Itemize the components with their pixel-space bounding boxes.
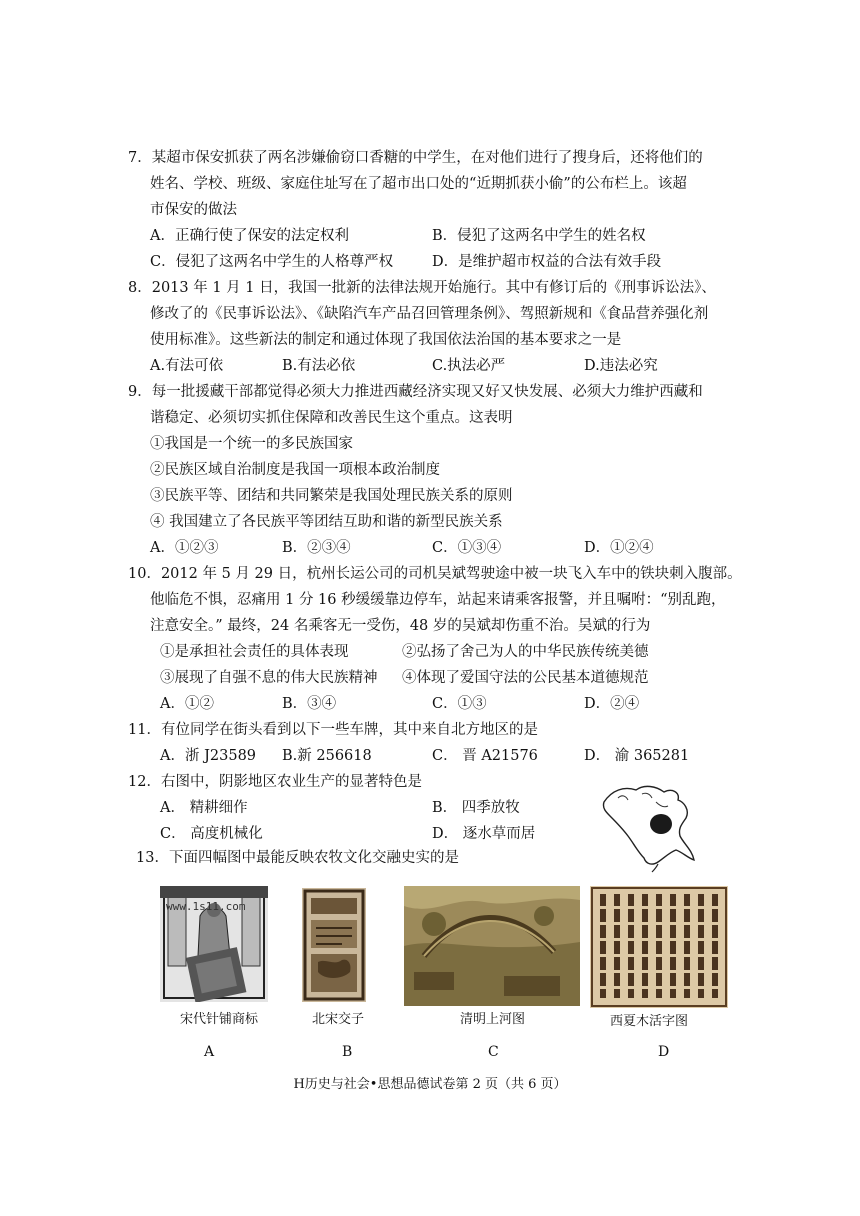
song-needle-shop-trademark-image [160, 886, 268, 1002]
q7-option-b: B．侵犯了这两名中学生的姓名权 [432, 228, 646, 244]
northern-song-jiaozi-image [302, 888, 366, 1002]
q10-line-3: 注意安全。” 最终，24 名乘客无一受伤，48 岁的吴斌却伤重不治。吴斌的行为 [150, 618, 651, 634]
q8-line-3: 使用标准》。这些新法的制定和通过体现了我国依法治国的基本要求之一是 [150, 332, 622, 348]
q10-line-2: 他临危不惧，忍痛用 1 分 16 秒缓缓靠边停车，站起来请乘客报警，并且嘱咐：“别乱跑， [150, 592, 726, 608]
q8-line-1: 8．2013 年 1 月 1 日，我国一批新的法律法规开始施行。其中有修订后的《刑事诉讼法》、 [128, 280, 716, 296]
q7-line-3: 市保安的做法 [150, 202, 237, 218]
qingming-scroll-image [404, 886, 580, 1006]
shaded-region [650, 814, 672, 834]
q8-option-d: D.违法必究 [584, 358, 658, 374]
q10-statement-2: ②弘扬了舍己为人的中华民族传统美德 [402, 644, 649, 660]
q10-line-1: 10．2012 年 5 月 29 日，杭州长运公司的司机吴斌驾驶途中被一块飞入车中的铁块刺入腹部。 [128, 566, 742, 582]
q9-option-d: D．①②④ [584, 540, 654, 556]
option-letter-a: A [204, 1044, 215, 1060]
q9-line-1: 9．每一批援藏干部都觉得必须大力推进西藏经济实现又好又快发展、必须大力维护西藏和 [128, 384, 703, 400]
q7-option-a: A．正确行使了保安的法定权利 [150, 228, 349, 244]
q7-line-2: 姓名、学校、班级、家庭住址写在了超市出口处的“近期抓获小偷”的公布栏上。该超 [150, 176, 687, 192]
q12-line-1: 12．右图中，阴影地区农业生产的显著特色是 [128, 774, 422, 790]
q10-option-c: C．①③ [432, 696, 487, 712]
q11-option-b: B.新 256618 [282, 748, 372, 764]
q11-option-a: A．浙 J23589 [160, 748, 257, 764]
q7-option-c: C．侵犯了这两名中学生的人格尊严权 [150, 254, 394, 270]
q7-line-1: 7．某超市保安抓获了两名涉嫌偷窃口香糖的中学生，在对他们进行了搜身后，还将他们的 [128, 150, 703, 166]
q11-line-1: 11．有位同学在街头看到以下一些车牌，其中来自北方地区的是 [128, 722, 538, 738]
caption-b: 北宋交子 [312, 1012, 365, 1027]
caption-c: 清明上河图 [460, 1012, 526, 1027]
q9-line-2: 谐稳定、必须切实抓住保障和改善民生这个重点。这表明 [150, 410, 513, 426]
q9-statement-3: ③民族平等、团结和共同繁荣是我国处理民族关系的原则 [150, 488, 513, 504]
q10-statement-4: ④体现了爱国守法的公民基本道德规范 [402, 670, 649, 686]
option-letter-c: C [488, 1044, 499, 1060]
q12-option-a: A． 精耕细作 [160, 800, 248, 816]
q12-option-d: D． 逐水草而居 [432, 826, 536, 842]
q8-option-b: B.有法必依 [282, 358, 356, 374]
q7-option-d: D．是维护超市权益的合法有效手段 [432, 254, 662, 270]
q9-option-c: C．①③④ [432, 540, 502, 556]
q9-option-b: B．②③④ [282, 540, 351, 556]
q12-option-c: C． 高度机械化 [160, 826, 263, 842]
north-america-map-figure [598, 780, 698, 874]
watermark-text: www.1s11.com [166, 900, 246, 913]
q9-option-a: A．①②③ [150, 540, 219, 556]
q10-statement-1: ①是承担社会责任的具体表现 [160, 644, 349, 660]
option-letter-d: D [658, 1044, 670, 1060]
caption-a: 宋代针铺商标 [180, 1012, 259, 1027]
q8-option-c: C.执法必严 [432, 358, 506, 374]
q12-option-b: B． 四季放牧 [432, 800, 520, 816]
caption-d: 西夏木活字图 [610, 1014, 689, 1029]
q9-statement-2: ②民族区域自治制度是我国一项根本政治制度 [150, 462, 440, 478]
q13-line-1: 13．下面四幅图中最能反映农牧文化交融史实的是 [136, 850, 459, 866]
q10-statement-3: ③展现了自强不息的伟大民族精神 [160, 670, 378, 686]
page-footer: H历史与社会•思想品德试卷第 2 页（共 6 页） [293, 1077, 567, 1092]
q11-option-d: D． 渝 365281 [584, 748, 690, 764]
q9-statement-4: ④ 我国建立了各民族平等团结互助和谐的新型民族关系 [150, 514, 503, 530]
option-letter-b: B [342, 1044, 353, 1060]
q9-statement-1: ①我国是一个统一的多民族国家 [150, 436, 353, 452]
q8-option-a: A.有法可依 [150, 358, 224, 374]
q8-line-2: 修改了的《民事诉讼法》、《缺陷汽车产品召回管理条例》、驾照新规和《食品营养强化剂 [150, 306, 709, 322]
q10-option-d: D．②④ [584, 696, 640, 712]
q10-option-b: B．③④ [282, 696, 337, 712]
q10-option-a: A．①② [160, 696, 214, 712]
q11-option-c: C． 晋 A21576 [432, 748, 538, 764]
western-xia-movable-type-image [590, 886, 728, 1008]
